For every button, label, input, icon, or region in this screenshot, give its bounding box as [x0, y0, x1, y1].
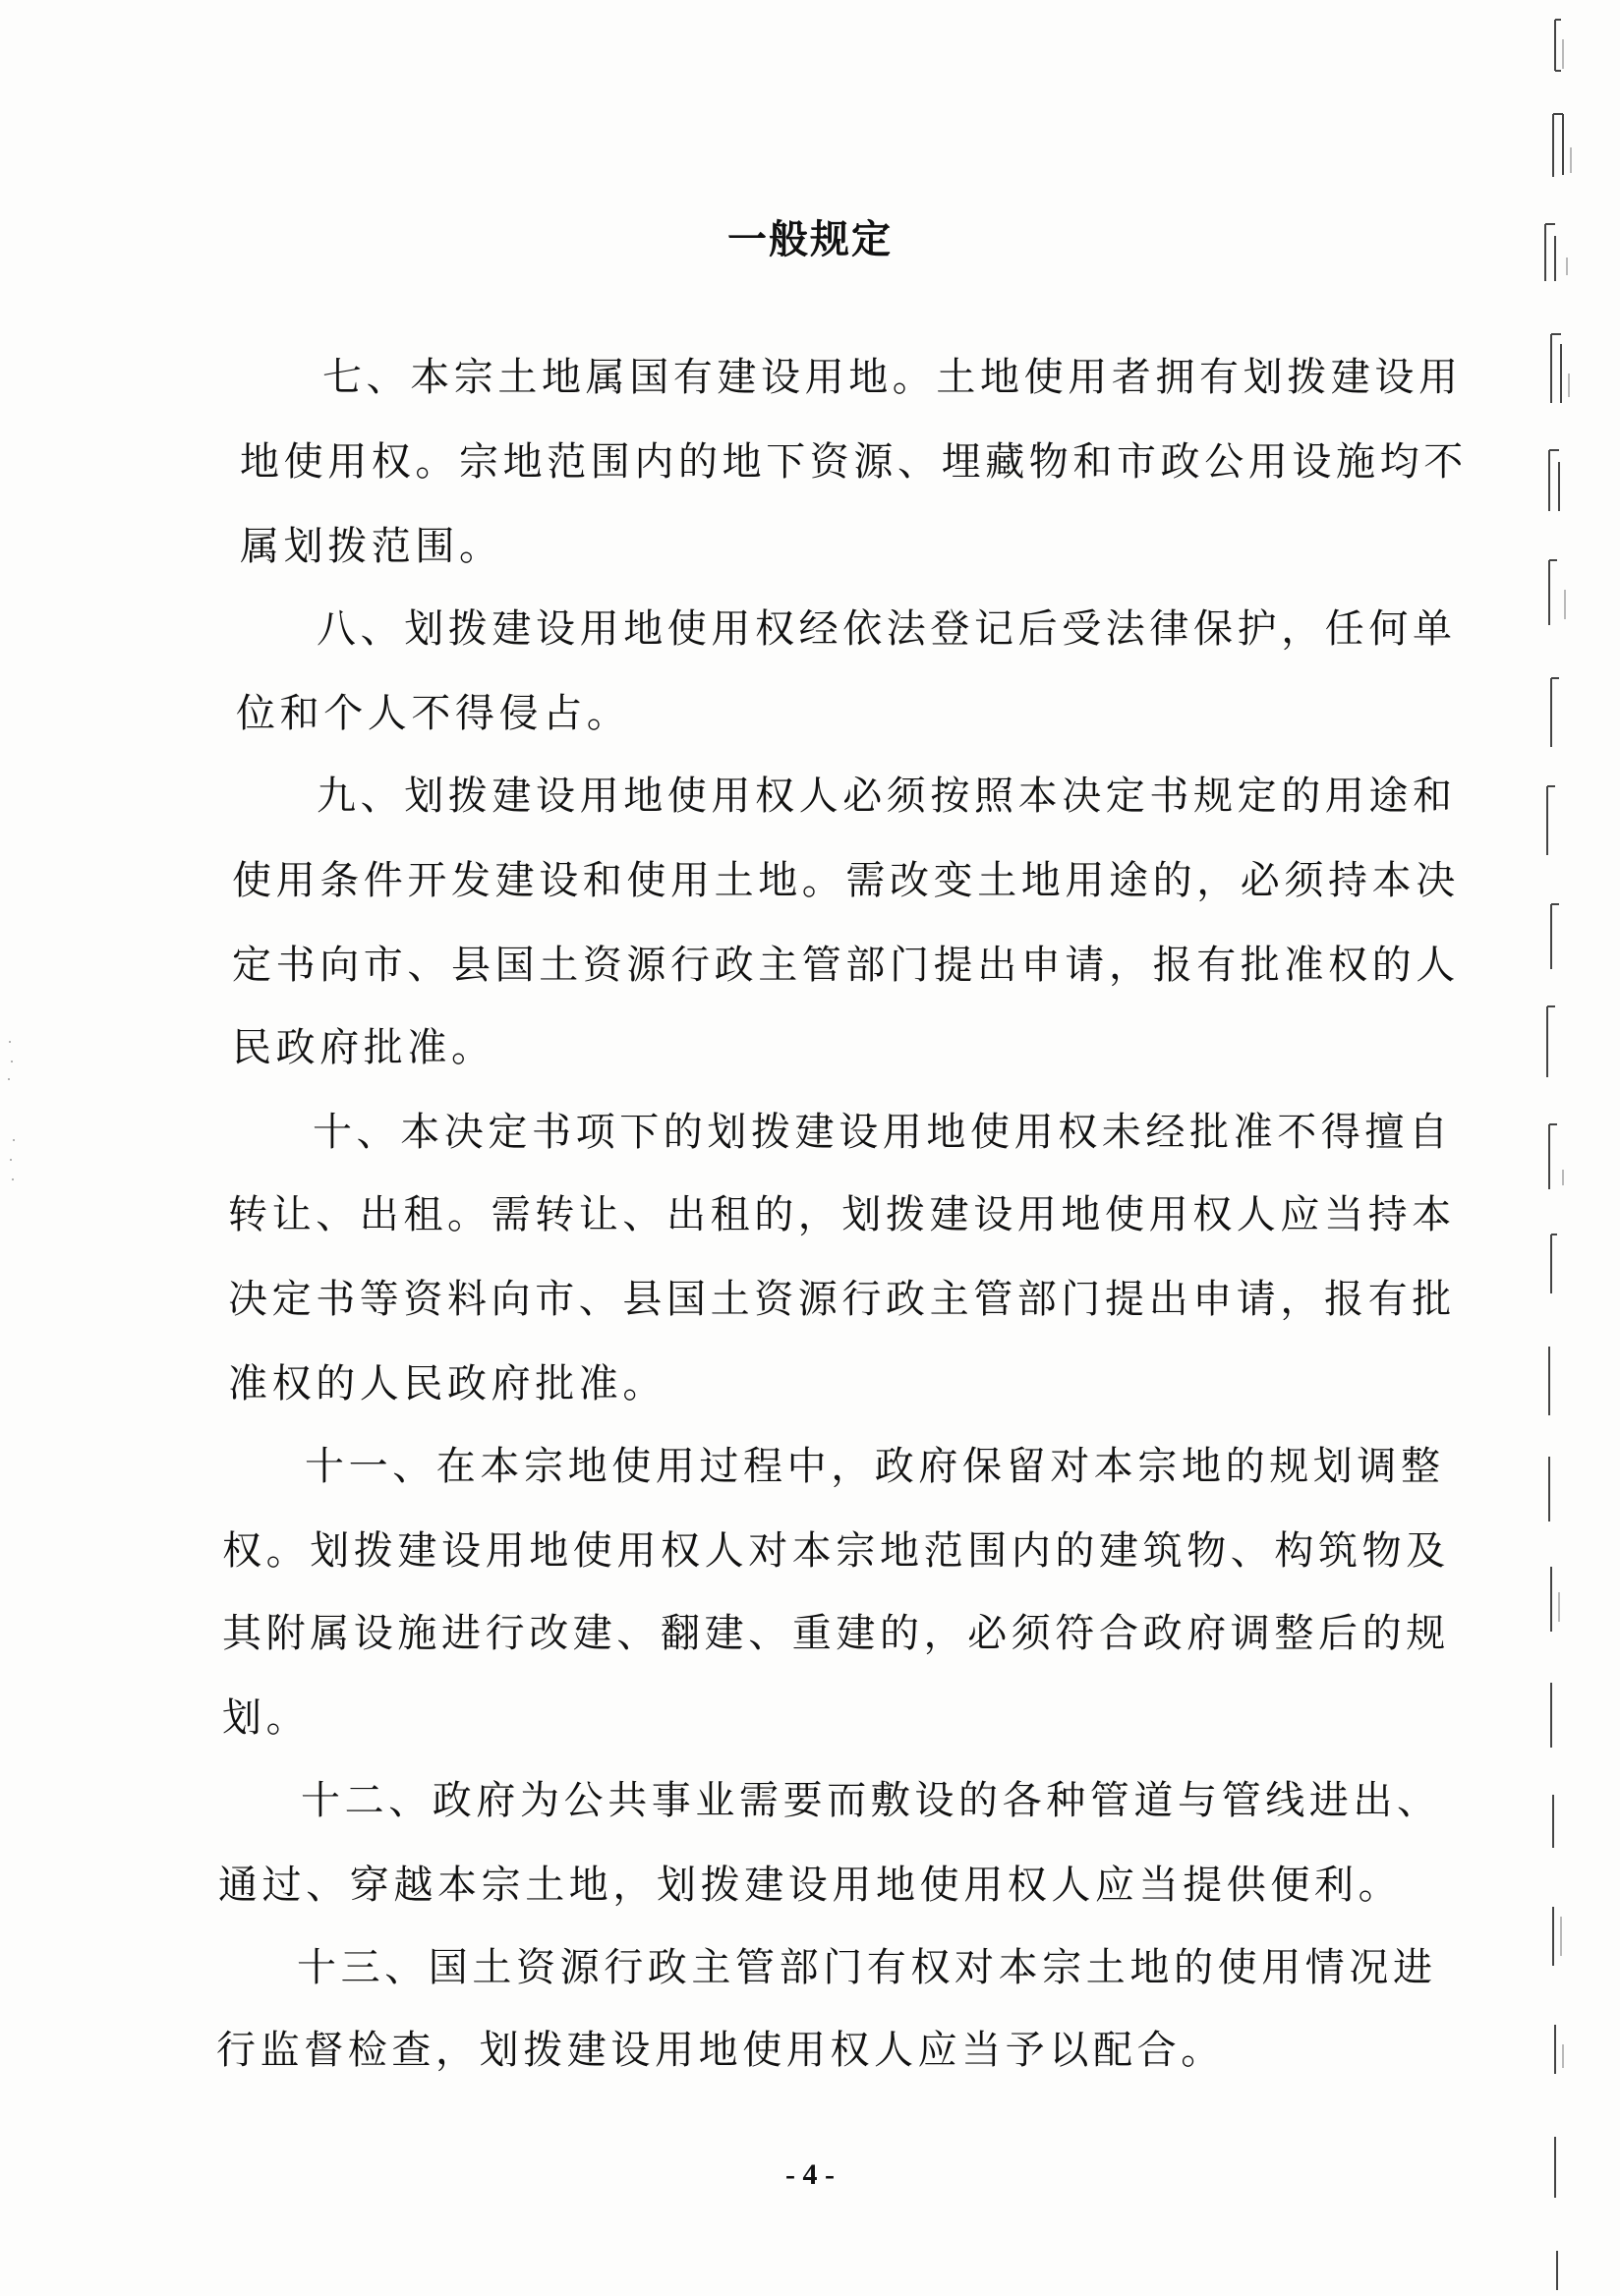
paragraph-line: 转让、出租。需转让、出租的，划拨建设用地使用权人应当持本 — [228, 1192, 1456, 1237]
paragraph-line: 民政府批准。 — [232, 1025, 495, 1070]
paragraph-line: 准权的人民政府批准。 — [228, 1361, 666, 1406]
paragraph-line: 地使用权。宗地范围内的地下资源、埋藏物和市政公用设施均不 — [240, 439, 1468, 485]
paragraph-line: 决定书等资料向市、县国土资源行政主管部门提出申请，报有批 — [228, 1277, 1456, 1322]
paragraph-line: 十、本决定书项下的划拨建设用地使用权未经批准不得擅自 — [313, 1110, 1453, 1155]
page-number: - 4 - — [785, 2158, 835, 2191]
paragraph-line: 划。 — [222, 1695, 311, 1741]
paragraph-line: 九、划拨建设用地使用权人必须按照本决定书规定的用途和 — [317, 774, 1457, 819]
paragraph-line: 行监督检查，划拨建设用地使用权人应当予以配合。 — [216, 2028, 1225, 2073]
paragraph-line: 权。划拨建设用地使用权人对本宗地范围内的建筑物、构筑物及 — [222, 1528, 1450, 1574]
paragraph-line: 十二、政府为公共事业需要而敷设的各种管道与管线进出、 — [301, 1778, 1441, 1823]
paragraph-line: 十三、国土资源行政主管部门有权对本宗土地的使用情况进 — [297, 1945, 1437, 1990]
paragraph-line: 位和个人不得侵占。 — [236, 691, 631, 736]
paragraph-line: 七、本宗土地属国有建设用地。土地使用者拥有划拨建设用 — [322, 355, 1463, 400]
scan-speck — [0, 1022, 29, 1219]
paragraph-line: 定书向市、县国土资源行政主管部门提出申请，报有批准权的人 — [232, 943, 1460, 988]
paragraph-line: 通过、穿越本宗土地，划拨建设用地使用权人应当提供便利。 — [218, 1863, 1403, 1908]
paragraph-line: 使用条件开发建设和使用土地。需改变土地用途的，必须持本决 — [232, 858, 1460, 903]
paragraph-line: 十一、在本宗地使用过程中，政府保留对本宗地的规划调整 — [305, 1444, 1445, 1489]
paragraph-line: 其附属设施进行改建、翻建、重建的，必须符合政府调整后的规 — [222, 1611, 1450, 1656]
page-title: 一般规定 — [727, 217, 893, 262]
paragraph-line: 属划拨范围。 — [240, 524, 503, 569]
binding-margin-marks — [1512, 0, 1620, 2296]
paragraph-line: 八、划拨建设用地使用权经依法登记后受法律保护，任何单 — [317, 606, 1457, 652]
